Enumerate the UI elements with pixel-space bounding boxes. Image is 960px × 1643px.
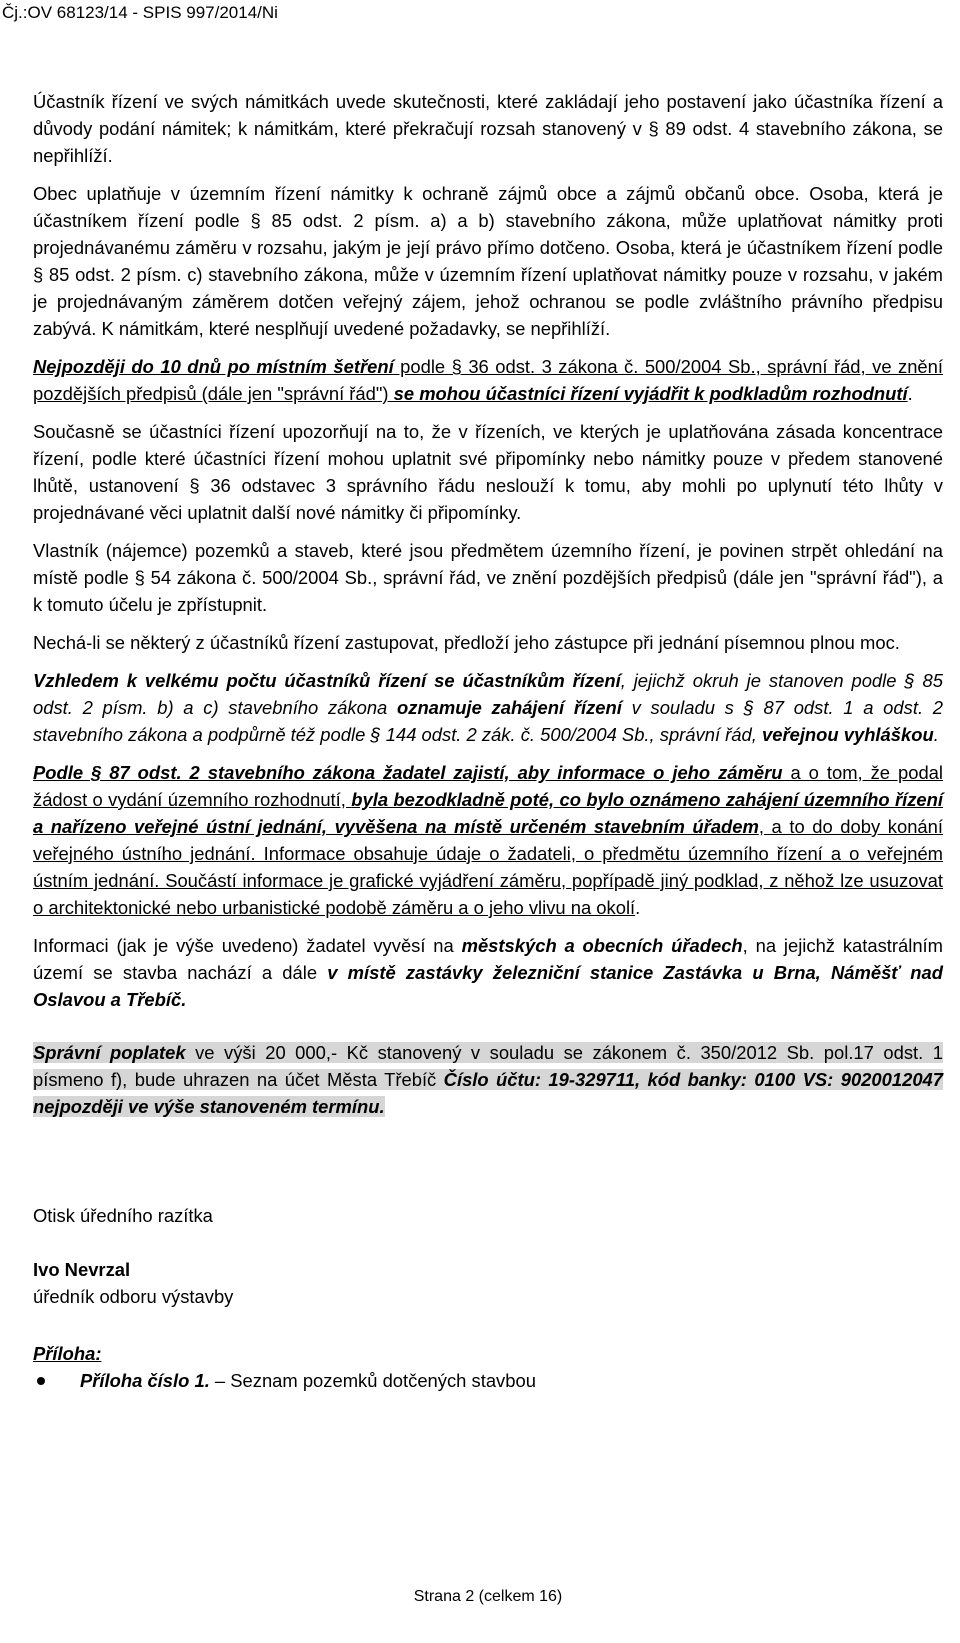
- paragraph-concentration: Současně se účastníci řízení upozorňují na to, že v řízeních, ve kterých je uplatňována zásada koncentrace řízení, podle které účastníci řízení mohou uplatnit své připomínky nebo námitky pouze v předem stanovené lhůtě, ustanovení § 36 odstavec 3 správního řádu neslouží k tomu, aby mohli po uplynutí této lhůty v projednávané věci uplatnit další nové námitky či připomínky.: [33, 421, 943, 523]
- page-number: Strana 2 (celkem 16): [413, 1588, 563, 1605]
- applicant-posting: byla bezodkladně poté, co bylo oznámeno zahájení územního řízení a nařízeno veřejné ústní jednání, vyvěšena na místě určeném stavebním úřadem: [33, 789, 943, 837]
- public-notice-period: .: [933, 724, 939, 745]
- paragraph-posting-locations: [33, 932, 943, 1013]
- posting-stations: v místě zastávky železniční stanice Zastávka u Brna, Náměšť nad Oslavou a Třebíč.: [33, 962, 943, 1010]
- stamp-placeholder: Otisk úředního razítka: [33, 1205, 213, 1226]
- paragraph-deadline: [33, 353, 943, 407]
- bullet-icon: [37, 1377, 45, 1385]
- fee-label: Správní poplatek: [33, 1042, 186, 1063]
- public-notice-form: veřejnou vyhláškou: [761, 724, 934, 745]
- official-name: Ivo Nevrzal: [33, 1259, 131, 1280]
- public-notice-legal-ref: v souladu s § 87 odst. 1 a odst. 2 stavebního zákona a podpůrně též podle § 144 odst. 2 zák. č. 500/2004 Sb., správní řád,: [33, 697, 943, 745]
- applicant-period: .: [635, 897, 641, 918]
- signature-block: [33, 1202, 943, 1310]
- applicant-request: a o tom, že podal žádost o vydání územního rozhodnutí,: [33, 762, 943, 810]
- posting-intro: Informaci (jak je výše uvedeno) žadatel vyvěsí na: [33, 935, 462, 956]
- document-body: [33, 88, 943, 1394]
- attachments-title: Příloha:: [33, 1343, 102, 1364]
- document-reference: Čj.:OV 68123/14 - SPIS 997/2014/Ni: [2, 3, 278, 22]
- fee-account: Číslo účtu: 19-329711, kód banky: 0100 VS: 9020012047 nejpozději ve výše stanoveném termínu.: [33, 1069, 944, 1117]
- deadline-text: Nejpozději do 10 dnů po místním šetření: [33, 356, 394, 377]
- paragraph-municipality-objections: Obec uplatňuje v územním řízení námitky k ochraně zájmů obce a zájmů občanů obce. Osoba, která je účastníkem řízení podle § 85 odst. 2 písm. a) a b) stavebního zákona, může uplatňovat námitky proti projednávanému záměru v rozsahu, jakým je její právo přímo dotčeno. Osoba, která je účastníkem řízení podle § 85 odst. 2 písm. c) stavebního zákona, může v územním řízení uplatňovat námitky pouze v rozsahu, v jakém je projednávaným záměrem dotčen veřejný zájem, jehož ochranou se podle zvláštního právního předpisu zabývá. K námitkám, které nesplňují uvedené požadavky, se nepřihlíží.: [33, 183, 943, 339]
- paragraph-fee: [33, 1039, 943, 1120]
- deadline-legal-ref: podle § 36 odst. 3 zákona č. 500/2004 Sb., správní řád, ve znění pozdějších předpisů (dále jen "správní řád"): [33, 356, 943, 404]
- paragraph-objections: Účastník řízení ve svých námitkách uvede skutečnosti, které zakládají jeho postavení jako účastníka řízení a důvody podání námitek; k námitkám, které překračují rozsah stanovený v § 89 odst. 4 stavebního zákona, se nepřihlíží.: [33, 91, 943, 166]
- official-role: úředník odboru výstavby: [33, 1286, 234, 1307]
- attachment-label: Příloha číslo 1.: [80, 1370, 210, 1391]
- public-notice-scope: , jejichž okruh je stanoven podle § 85 odst. 2 písm. b) a c) stavebního zákona: [33, 670, 943, 718]
- paragraph-public-notice: [33, 667, 943, 748]
- public-notice-commencement: oznamuje zahájení řízení: [397, 697, 622, 718]
- paragraph-owner-inspection: Vlastník (nájemce) pozemků a staveb, které jsou předmětem územního řízení, je povinen strpět ohledání na místě podle § 54 zákona č. 500/2004 Sb., správní řád, ve znění pozdějších předpisů (dále jen "správní řád"), a k tomuto účelu je zpřístupnit.: [33, 540, 943, 615]
- posting-mid: , na jejichž katastrálním území se stavba nachází a dále: [33, 935, 943, 983]
- applicant-obligation: Podle § 87 odst. 2 stavebního zákona žadatel zajistí, aby informace o jeho záměru: [33, 762, 783, 783]
- paragraph-applicant-information: [33, 759, 943, 921]
- paragraph-representation: Nechá-li se některý z účastníků řízení zastupovat, předloží jeho zástupce při jednání písemnou plnou moc.: [33, 632, 900, 653]
- attachments-list: [33, 1367, 943, 1394]
- posting-offices: městských a obecních úřadech: [461, 935, 743, 956]
- public-notice-lead: Vzhledem k velkému počtu účastníků řízení se účastníkům řízení: [33, 670, 621, 691]
- applicant-details: , a to do doby konání veřejného ústního jednání. Informace obsahuje údaje o žadateli, o předmětu územního řízení a o veřejném ústním jednání. Součástí informace je grafické vyjádření záměru, popřípadě jiný podklad, z něhož lze usuzovat o architektonické nebo urbanistické podobě záměru a o jeho vlivu na okolí: [33, 816, 943, 918]
- attachment-item: [33, 1367, 943, 1394]
- attachment-text: – Seznam pozemků dotčených stavbou: [209, 1370, 536, 1391]
- fee-text: ve výši 20 000,- Kč stanovený v souladu se zákonem č. 350/2012 Sb. pol.17 odst. 1 písmeno f), bude uhrazen na účet Města Třebíč: [33, 1042, 944, 1090]
- deadline-statement: se mohou účastníci řízení vyjádřit k podkladům rozhodnutí: [393, 383, 908, 404]
- deadline-period: .: [907, 383, 913, 404]
